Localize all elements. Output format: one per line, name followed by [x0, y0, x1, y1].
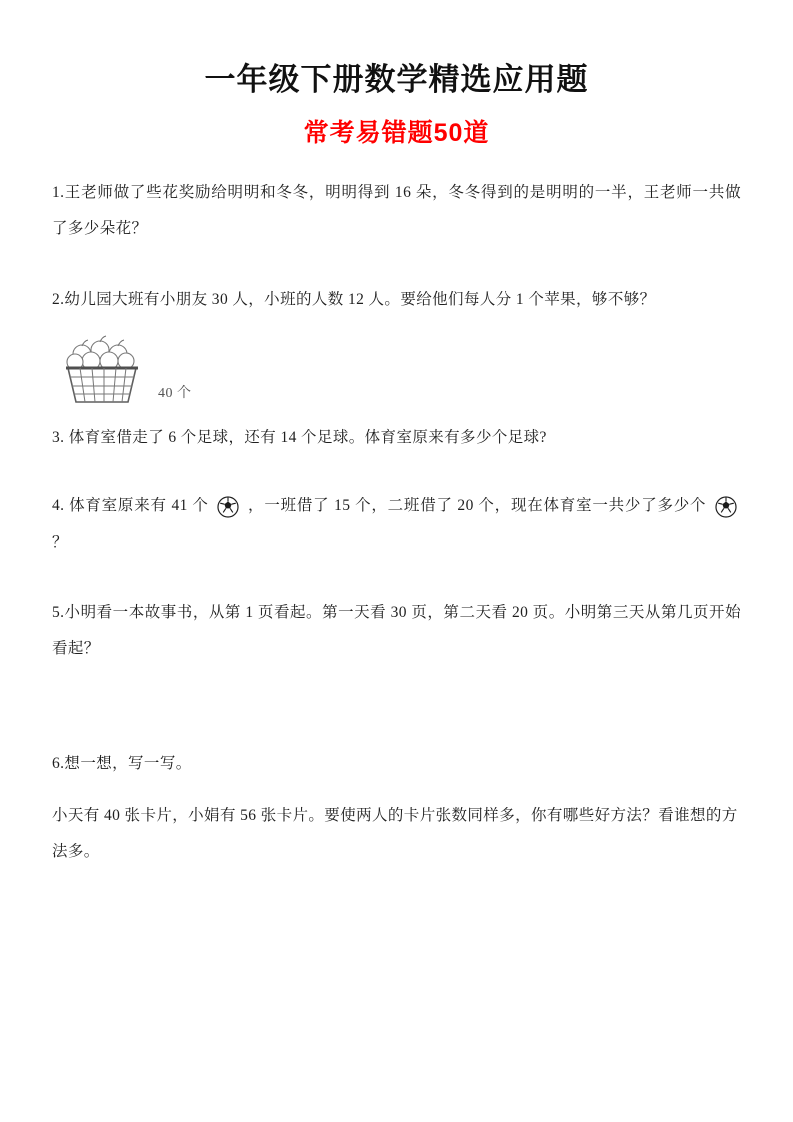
basket-count-label: 40 个	[158, 385, 192, 401]
soccer-ball-icon	[217, 496, 239, 518]
problem-4-text-part-2: ，一班借了 15 个，二班借了 20 个，现在体育室一共少了多少个	[248, 497, 707, 515]
problem-item-6-sub: 小天有 40 张卡片，小娟有 56 张卡片。要使两人的卡片张数同样多，你有哪些好方法？看谁想的方法多。	[52, 806, 738, 861]
page-footer-space	[52, 886, 741, 926]
problem-4-text-part-1: 4. 体育室原来有 41 个	[52, 497, 209, 515]
problem-item-4	[52, 488, 741, 561]
problem-item-3: 3. 体育室借走了 6 个足球，还有 14 个足球。体育室原来有多少个足球?	[52, 428, 547, 446]
soccer-ball-icon-2	[715, 496, 737, 518]
apple-basket-icon	[56, 334, 148, 406]
problem-item-1: 1.王老师做了些花奖励给明明和冬冬，明明得到 16 朵，冬冬得到的是明明的一半，王老师一共做了多少朵花？	[52, 184, 741, 238]
apple-basket-illustration	[56, 334, 741, 406]
problem-item-5: 5.小明看一本故事书，从第 1 页看起。第一天看 30 页，第二天看 20 页。小明第三天从第几页开始看起？	[52, 604, 741, 658]
problem-item-2: 2.幼儿园大班有小朋友 30 人，小班的人数 12 人。要给他们每人分 1 个苹果，够不够？	[52, 290, 656, 308]
page-subtitle: 常考易错题50道	[303, 119, 490, 147]
problem-list	[52, 175, 741, 871]
problem-item-6: 6.想一想，写一写。	[52, 754, 192, 772]
page-title: 一年级下册数学精选应用题	[204, 62, 589, 97]
problem-4-text-part-3: ？	[52, 533, 68, 551]
